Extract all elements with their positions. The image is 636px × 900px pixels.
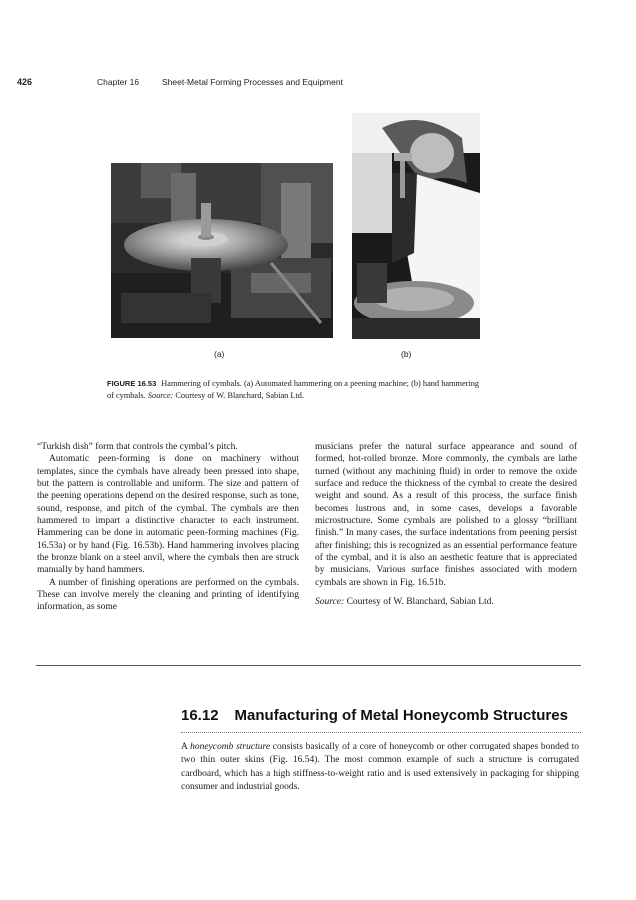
right-source-label: Source: (315, 597, 345, 608)
left-paragraph-3: A number of finishing operations are performed on the cymbals. These can involve merely the cleaning and printing of identifying information, as some (37, 577, 299, 613)
left-column (37, 441, 299, 614)
caption-text: Hammering of cymbals. (a) Automated hammering on a peening machine; (b) hand hammering of cymbals. (107, 379, 479, 400)
caption-source-label: Source: (147, 391, 174, 400)
chapter-label: Chapter 16 (97, 77, 140, 87)
figure-number: FIGURE 16.53 (107, 379, 157, 388)
section-title: Manufacturing of Metal Honeycomb Structures (234, 707, 568, 724)
section-body (181, 741, 579, 794)
right-column (315, 441, 577, 608)
section-term: honeycomb structure (190, 742, 271, 752)
right-source-text: Courtesy of W. Blanchard, Sabian Ltd. (344, 597, 494, 608)
figure-label-b: (b) (401, 349, 412, 359)
section-underline (181, 732, 581, 733)
chapter-title: Sheet-Metal Forming Processes and Equipment (162, 77, 343, 87)
section-intro: A (181, 742, 191, 752)
figure-photo-a (111, 163, 333, 338)
left-paragraph-1: “Turkish dish” form that controls the cymbal’s pitch. (37, 442, 238, 452)
figure-caption (107, 378, 479, 402)
figure-photo-b (352, 113, 480, 339)
right-source-line (315, 596, 577, 608)
section-body-text: consists basically of a core of honeycomb or other corrugated shapes bonded to two thin outer skins (Fig. 16.54). The most common example of such a structure is corrugated cardboard, which has a high stiffness-to-weight ratio and is used extensively in packaging for shipping consumer and industrial goods. (181, 742, 580, 792)
page-number: 426 (17, 77, 33, 87)
section-heading (181, 707, 568, 724)
running-header (17, 77, 616, 91)
section-number: 16.12 (181, 707, 219, 724)
figure-label-a: (a) (214, 349, 225, 359)
right-paragraph-1: musicians prefer the natural surface appearance and sound of formed, hot-rolled bronze. More commonly, the cymbals are lathe turned (without any machining fluid) in order to remove the oxide surface and reduce the thickness of the cymbal to create the desired weight and sound. As a result of this process, the surface finish becomes lustrous and, in some cases, develops a favorable microstructure. Some cymbals are polished to a glossy “brilliant finish.” In many cases, the surface indentations from peening persist after finishing; this is recognized as an essential performance feature of the cymbal, and it is also an aesthetic feature that is appreciated by musicians. Various surface finishes associated with modern cymbals are shown in Fig. 16.51b. (315, 442, 577, 588)
caption-source-text: Courtesy of W. Blanchard, Sabian Ltd. (173, 391, 304, 400)
left-paragraph-2: Automatic peen-forming is done on machinery without templates, since the cymbals have already been pressed into shape, but the pattern is controllable and uniform. The size and pattern of the peening operations depend on the desired response, such as tone, sound, response, and pitch of the cymbal. The cymbals are then hammered to impart a distinctive character to each instrument. Hammering can be done in automatic peen-forming machines (Fig. 16.53a) or by hand (Fig. 16.53b). Hand hammering involves placing the bronze blank on a steel anvil, where the cymbals then are struck manually by hand hammers. (37, 454, 299, 576)
section-paragraph (181, 741, 579, 794)
divider-rule (36, 665, 581, 666)
